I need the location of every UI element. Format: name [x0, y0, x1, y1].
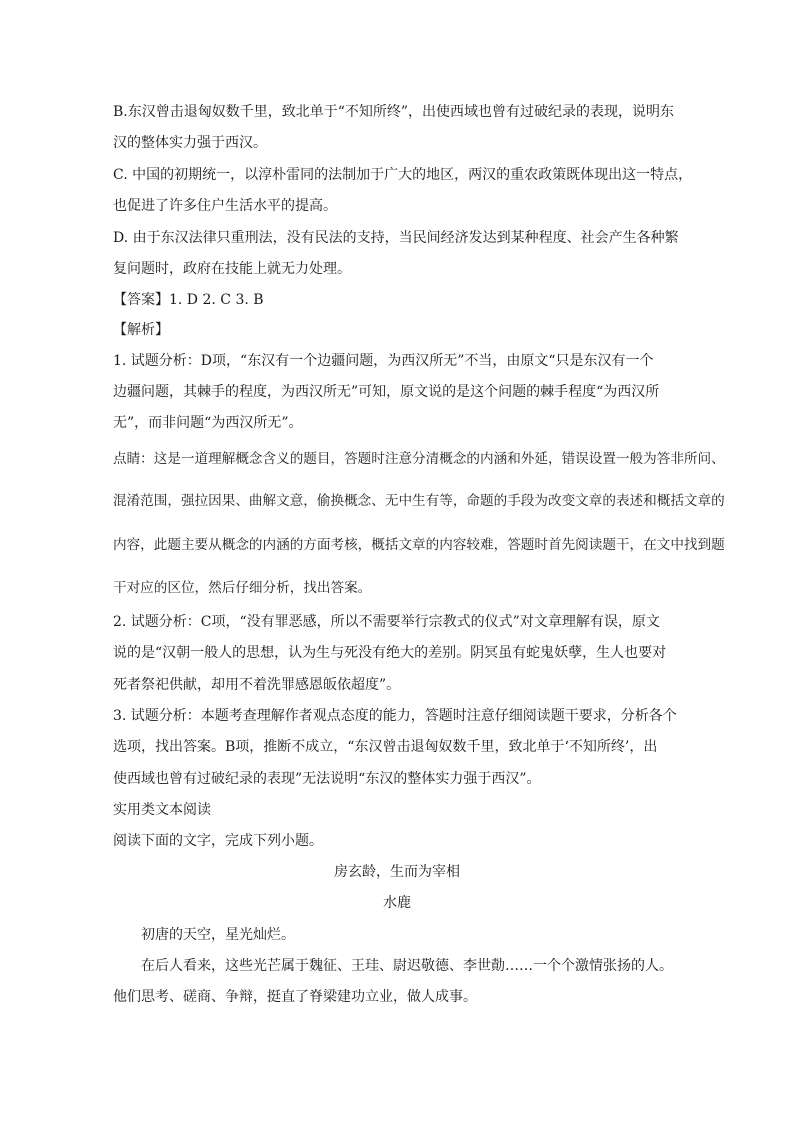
tip-line-2: 混淆范围，强拉因果、曲解文意，偷换概念、无中生有等，命题的手段为改变文章的表述和概括文章的: [113, 493, 725, 509]
article-title: 房玄龄，生而为宰相: [334, 864, 460, 880]
article-paragraph-2: 在后人看来，这些光芒属于魏征、王珪、尉迟敬德、李世勣……一个个激情张扬的人。: [141, 958, 673, 974]
tip-line-1: 点睛：这是一道理解概念含义的题目，答题时注意分清概念的内涵和外延，错误设置一般为答非所问、: [113, 451, 725, 467]
option-d-line-2: 复问题时，政府在技能上就无力处理。: [113, 261, 351, 277]
option-b-line-2: 汉的整体实力强于西汉。: [113, 135, 267, 151]
analysis-2-line-1: 2. 试题分析：C项，“没有罪恶感，所以不需要举行宗教式的仪式”对文章理解有误，原文: [113, 614, 660, 630]
analysis-1-line-2: 边疆问题，其棘手的程度，为西汉所无”可知，原文说的是这个问题的棘手程度“为西汉所: [113, 384, 660, 400]
article-paragraph-1: 初唐的天空，星光灿烂。: [141, 927, 295, 943]
option-d-line-1: D. 由于东汉法律只重刑法，没有民法的支持，当民间经济发达到某种程度、社会产生各种繁: [113, 230, 679, 246]
analysis-3-line-1: 3. 试题分析：本题考查理解作者观点态度的能力，答题时注意仔细阅读题干要求，分析各个: [113, 708, 677, 724]
option-c-line-1: C. 中国的初期统一，以淳朴雷同的法制加于广大的地区，两汉的重农政策既体现出这一特点，: [113, 167, 693, 183]
analysis-1-line-1: 1. 试题分析：D项，“东汉有一个边疆问题，为西汉所无”不当，由原文“只是东汉有一个: [113, 353, 654, 369]
analysis-1-line-3: 无”，而非问题“为西汉所无”。: [113, 415, 303, 431]
analysis-heading: 【解析】: [113, 322, 169, 338]
option-c-line-2: 也促进了许多住户生活水平的提高。: [113, 198, 337, 214]
section-heading: 实用类文本阅读: [113, 802, 211, 818]
analysis-3-line-3: 使西域也曾有过破纪录的表现”无法说明“东汉的整体实力强于西汉”。: [113, 771, 541, 787]
article-paragraph-2-cont: 他们思考、磋商、争辩，挺直了脊梁建功立业，做人成事。: [113, 989, 477, 1005]
analysis-2-line-3: 死者祭祀供献，却用不着洗罪感恩皈依超度”。: [113, 677, 401, 693]
analysis-3-line-2: 选项，找出答案。B项，推断不成立，“东汉曾击退匈奴数千里，致北单于‘不知所终’，出: [113, 739, 658, 755]
analysis-2-line-2: 说的是“汉朝一般人的思想，认为生与死没有绝大的差别。阴冥虽有蛇鬼妖孽，生人也要对: [113, 645, 667, 661]
answer-line: 【答案】1. D 2. C 3. B: [113, 292, 264, 308]
reading-instruction: 阅读下面的文字，完成下列小题。: [113, 833, 323, 849]
tip-line-3: 内容，此题主要从概念的内涵的方面考核，概括文章的内容较难，答题时首先阅读题干，在文中找到题: [113, 537, 725, 553]
option-b-line-1: B.东汉曾击退匈奴数千里，致北单于“不知所终”，出使西域也曾有过破纪录的表现，说明东: [113, 104, 675, 120]
article-author: 水鹿: [383, 895, 411, 911]
tip-line-4: 干对应的区位，然后仔细分析，找出答案。: [113, 580, 372, 596]
